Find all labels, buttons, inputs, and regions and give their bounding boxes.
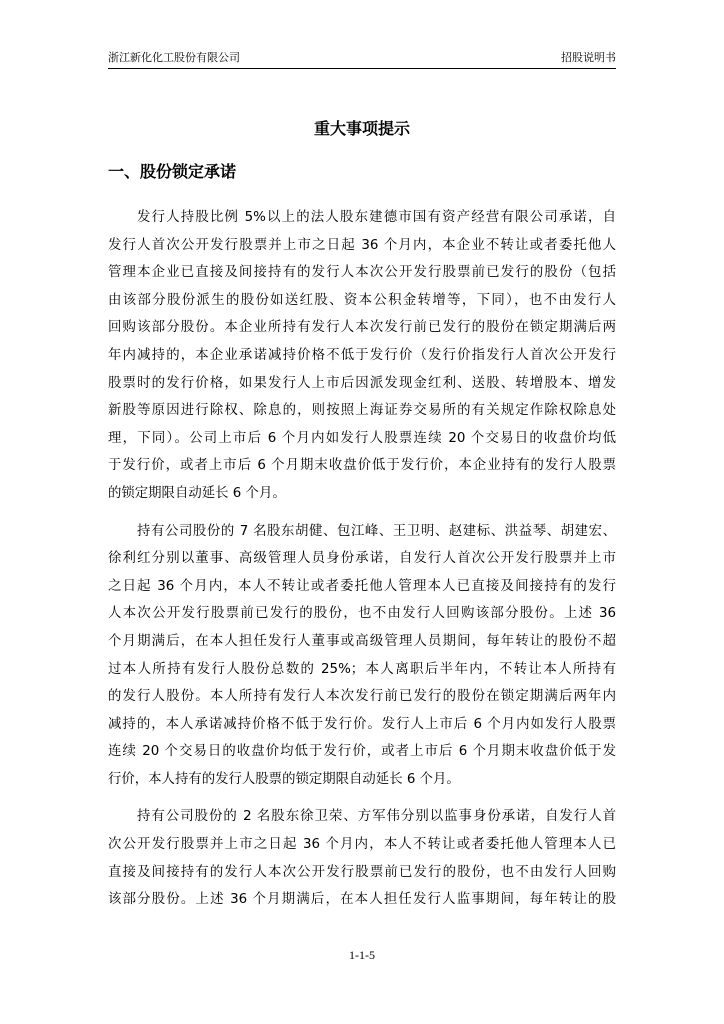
text-line: 过本人所持有发行人股份总数的 25%；本人离职后半年内，不转让本人所持有: [108, 661, 616, 677]
text-line: 发行人首次公开发行股票并上市之日起 36 个月内，本企业不转让或者委托他人: [108, 237, 616, 253]
page-number: 1-1-5: [349, 948, 375, 962]
text-line: 由该部分股份派生的股份如送红股、资本公积金转增等，下同），也不由发行人: [108, 292, 616, 308]
text-line: 之日起 36 个月内，本人不转让或者委托他人管理本人已直接及间接持有的发行: [108, 578, 616, 594]
text-line: 的锁定期限自动延长 6 个月。: [108, 485, 286, 501]
body-text: [108, 204, 616, 924]
text-line: 的发行人股份。本人所持有发行人本次发行前已发行的股份在锁定期满后两年内: [108, 689, 616, 705]
text-line: 发行人持股比例 5%以上的法人股东建德市国有资产经营有限公司承诺，自: [137, 210, 616, 225]
header-document-type: 招股说明书: [561, 51, 616, 64]
page-title: 重大事项提示: [313, 119, 410, 138]
text-line: 新股等原因进行除权、除息的，则按照上海证券交易所的有关规定作除权除息处: [108, 403, 616, 419]
text-line: 股票时的发行价格，如果发行人上市后因派发现金红利、送股、转增股本、增发: [108, 375, 616, 391]
text-line: 持有公司股份的 2 名股东徐卫荣、方军伟分别以监事身份承诺，自发行人首: [137, 809, 616, 825]
text-line: 连续 20 个交易日的收盘价均低于发行价，或者上市后 6 个月期末收盘价低于发: [108, 744, 616, 760]
header-company-name: 浙江新化化工股份有限公司: [108, 51, 240, 64]
section-heading: 一、股份锁定承诺: [108, 162, 237, 181]
text-line: 该部分股份。上述 36 个月期满后，在本人担任发行人监事期间，每年转让的股: [108, 892, 616, 908]
text-line: 次公开发行股票并上市之日起 36 个月内，本人不转让或者委托他人管理本人已: [108, 837, 616, 853]
page-header: [108, 50, 616, 66]
paragraph: [108, 204, 616, 508]
header-divider: [108, 68, 616, 69]
text-line: 减持的，本人承诺减持价格不低于发行价。发行人上市后 6 个月内如发行人股票: [108, 716, 616, 732]
text-line: 理，下同）。公司上市后 6 个月内如发行人股票连续 20 个交易日的收盘价均低: [108, 430, 616, 446]
text-line: 管理本企业已直接及间接持有的发行人本次公开发行股票前已发行的股份（包括: [108, 265, 616, 281]
paragraph: [108, 803, 616, 913]
paragraph: [108, 518, 616, 794]
text-line: 个月期满后，在本人担任发行人董事或高级管理人员期间，每年转让的股份不超: [108, 633, 616, 649]
text-line: 于发行价，或者上市后 6 个月期末收盘价低于发行价，本企业持有的发行人股票: [108, 458, 616, 474]
text-line: 回购该部分股份。本企业所持有发行人本次发行前已发行的股份在锁定期满后两: [108, 320, 616, 336]
text-line: 年内减持的，本企业承诺减持价格不低于发行价（发行价指发行人首次公开发行: [108, 347, 616, 363]
text-line: 徐利红分别以董事、高级管理人员身份承诺，自发行人首次公开发行股票并上市: [108, 551, 616, 567]
text-line: 人本次公开发行股票前已发行的股份，也不由发行人回购该部分股份。上述 36: [108, 606, 616, 622]
text-line: 持有公司股份的 7 名股东胡健、包江峰、王卫明、赵建标、洪益琴、胡建宏、: [137, 523, 616, 539]
text-line: 直接及间接持有的发行人本次公开发行股票前已发行的股份，也不由发行人回购: [108, 864, 616, 880]
text-line: 行价，本人持有的发行人股票的锁定期限自动延长 6 个月。: [108, 771, 460, 787]
